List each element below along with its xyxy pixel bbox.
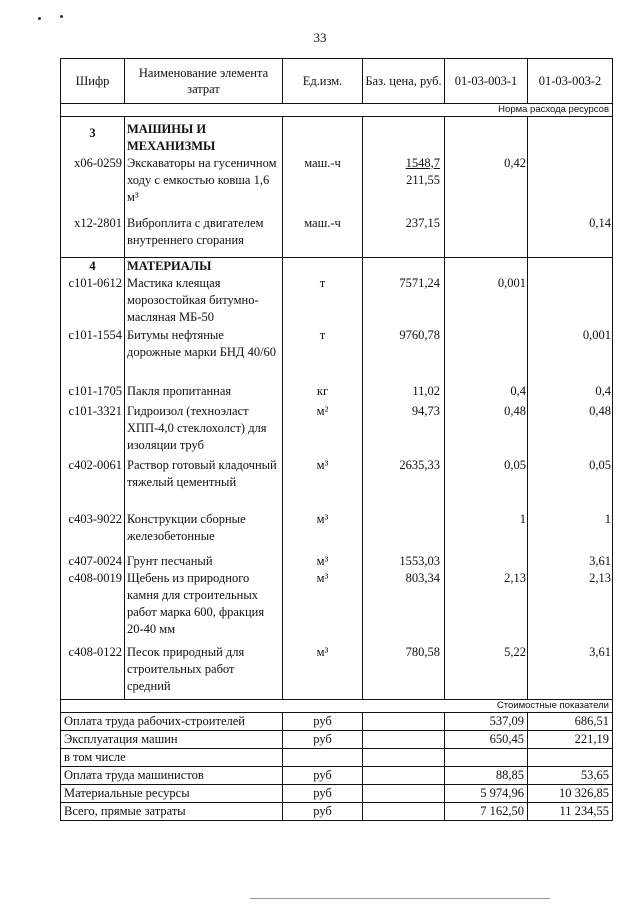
row-name: Грунт песчаный <box>125 553 283 570</box>
row-value-2: 0,14 <box>528 215 613 257</box>
row-code: х06-0259 <box>61 155 125 215</box>
row-price-main: 1548,7 <box>405 156 440 170</box>
row-name: Пакля пропитанная <box>125 383 283 403</box>
table-row <box>61 327 613 383</box>
row-name: Щебень из природного камня для строительных работ марка 600, фракция 20-40 мм <box>125 570 283 644</box>
row-value-1: 2,13 <box>445 570 528 644</box>
row-name: Виброплита с двигателем внутреннего сгорания <box>125 215 283 257</box>
row-value-1: 0,001 <box>445 275 528 327</box>
table-row <box>61 383 613 403</box>
section-title: МАТЕРИАЛЫ <box>125 257 283 275</box>
row-price: 11,02 <box>363 383 445 403</box>
row-price: 2635,33 <box>363 457 445 511</box>
row-code: с403-9022 <box>61 511 125 553</box>
row-value-1: 1 <box>445 511 528 553</box>
row-price: 9760,78 <box>363 327 445 383</box>
summary-unit: руб <box>283 803 363 821</box>
header-price: Баз. цена, руб. <box>363 59 445 104</box>
row-unit: м² <box>283 403 363 457</box>
row-name: Битумы нефтяные дорожные марки БНД 40/60 <box>125 327 283 383</box>
scan-speck <box>38 17 41 20</box>
summary-value-1: 7 162,50 <box>445 803 528 821</box>
row-value-2: 0,05 <box>528 457 613 511</box>
row-name: Гидроизол (техноэласт ХПП-4,0 стеклохолст) для изоляции труб <box>125 403 283 457</box>
header-unit: Ед.изм. <box>283 59 363 104</box>
summary-value-1: 650,45 <box>445 731 528 749</box>
norm-band-row <box>61 104 613 117</box>
summary-value-1 <box>445 749 528 767</box>
row-price: 1553,03 <box>363 553 445 570</box>
row-value-2: 1 <box>528 511 613 553</box>
summary-unit: руб <box>283 785 363 803</box>
summary-unit: руб <box>283 731 363 749</box>
row-value-1: 5,22 <box>445 644 528 700</box>
row-value-2: 3,61 <box>528 644 613 700</box>
row-name: Песок природный для строительных работ средний <box>125 644 283 700</box>
row-unit: м³ <box>283 553 363 570</box>
row-unit: м³ <box>283 644 363 700</box>
table-row <box>61 570 613 644</box>
row-unit: т <box>283 327 363 383</box>
summary-label: Оплата труда машинистов <box>61 767 283 785</box>
row-price: 780,58 <box>363 644 445 700</box>
section-header <box>61 117 613 156</box>
header-code: Шифр <box>61 59 125 104</box>
row-name: Мастика клеящая морозостойкая битумно-масляная МБ-50 <box>125 275 283 327</box>
row-code: с101-1554 <box>61 327 125 383</box>
norm-band: Норма расхода ресурсов <box>61 104 613 117</box>
table-header <box>61 59 613 104</box>
row-unit: м³ <box>283 511 363 553</box>
summary-row <box>61 785 613 803</box>
summary-row <box>61 767 613 785</box>
row-value-2: 0,001 <box>528 327 613 383</box>
row-price <box>363 155 445 215</box>
row-code: с407-0024 <box>61 553 125 570</box>
row-code: с101-3321 <box>61 403 125 457</box>
row-value-1 <box>445 553 528 570</box>
row-value-2: 0,4 <box>528 383 613 403</box>
summary-row <box>61 803 613 821</box>
table-row <box>61 215 613 257</box>
row-code: с101-0612 <box>61 275 125 327</box>
row-code: с408-0019 <box>61 570 125 644</box>
header-col2: 01-03-003-2 <box>528 59 613 104</box>
row-value-1: 0,42 <box>445 155 528 215</box>
row-unit: маш.-ч <box>283 155 363 215</box>
cost-table <box>60 58 613 821</box>
section-header <box>61 257 613 275</box>
table-row <box>61 275 613 327</box>
row-name: Конструкции сборные железобетонные <box>125 511 283 553</box>
summary-value-2: 53,65 <box>528 767 613 785</box>
summary-unit: руб <box>283 767 363 785</box>
row-value-1 <box>445 215 528 257</box>
scan-edge-line <box>250 898 550 899</box>
cost-band: Стоимостные показатели <box>61 700 613 713</box>
row-value-2: 0,48 <box>528 403 613 457</box>
row-unit: кг <box>283 383 363 403</box>
summary-label: Всего, прямые затраты <box>61 803 283 821</box>
row-price <box>363 511 445 553</box>
row-price: 7571,24 <box>363 275 445 327</box>
table-row <box>61 644 613 700</box>
summary-row <box>61 713 613 731</box>
scan-speck <box>60 15 63 18</box>
header-name: Наименование элемента затрат <box>125 59 283 104</box>
table-row <box>61 403 613 457</box>
row-code: с101-1705 <box>61 383 125 403</box>
summary-label: в том числе <box>61 749 283 767</box>
row-price: 237,15 <box>363 215 445 257</box>
summary-value-1: 88,85 <box>445 767 528 785</box>
summary-unit <box>283 749 363 767</box>
section-number: 4 <box>61 257 125 275</box>
row-unit: т <box>283 275 363 327</box>
header-col1: 01-03-003-1 <box>445 59 528 104</box>
summary-value-1: 537,09 <box>445 713 528 731</box>
row-unit: м³ <box>283 457 363 511</box>
section-title: МАШИНЫ И МЕХАНИЗМЫ <box>125 117 283 156</box>
row-code: х12-2801 <box>61 215 125 257</box>
cost-band-row <box>61 700 613 713</box>
table-row <box>61 553 613 570</box>
row-value-1: 0,4 <box>445 383 528 403</box>
summary-label: Материальные ресурсы <box>61 785 283 803</box>
row-value-2: 2,13 <box>528 570 613 644</box>
row-code: с402-0061 <box>61 457 125 511</box>
row-value-2 <box>528 155 613 215</box>
row-name: Экскаваторы на гусеничном ходу с емкостью ковша 1,6 м³ <box>125 155 283 215</box>
row-price: 94,73 <box>363 403 445 457</box>
row-unit: м³ <box>283 570 363 644</box>
table-row <box>61 155 613 215</box>
row-value-1: 0,48 <box>445 403 528 457</box>
summary-unit: руб <box>283 713 363 731</box>
row-value-1 <box>445 327 528 383</box>
row-value-2: 3,61 <box>528 553 613 570</box>
summary-value-2 <box>528 749 613 767</box>
summary-label: Эксплуатация машин <box>61 731 283 749</box>
row-value-2 <box>528 275 613 327</box>
table-row <box>61 457 613 511</box>
row-value-1: 0,05 <box>445 457 528 511</box>
page-number: 33 <box>313 30 327 45</box>
summary-row <box>61 731 613 749</box>
row-name: Раствор готовый кладочный тяжелый цементный <box>125 457 283 511</box>
row-price: 803,34 <box>363 570 445 644</box>
row-code: с408-0122 <box>61 644 125 700</box>
summary-value-2: 221,19 <box>528 731 613 749</box>
summary-value-2: 11 234,55 <box>528 803 613 821</box>
table-row <box>61 511 613 553</box>
row-unit: маш.-ч <box>283 215 363 257</box>
summary-value-2: 10 326,85 <box>528 785 613 803</box>
summary-label: Оплата труда рабочих-строителей <box>61 713 283 731</box>
section-number: 3 <box>61 117 125 156</box>
summary-row <box>61 749 613 767</box>
summary-value-1: 5 974,96 <box>445 785 528 803</box>
row-price-secondary: 211,55 <box>406 173 440 187</box>
summary-value-2: 686,51 <box>528 713 613 731</box>
